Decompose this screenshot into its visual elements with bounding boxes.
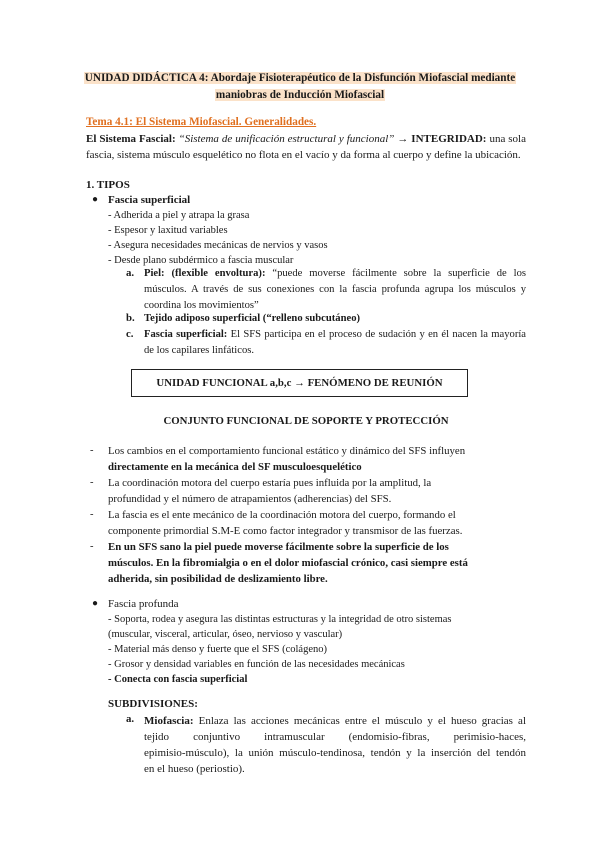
fascia-superficial-heading: Fascia superficial <box>108 194 191 206</box>
list-label: c. <box>126 328 134 340</box>
topic-heading: Tema 4.1: El Sistema Miofascial. Generalidades. <box>86 116 317 128</box>
list-label: a. <box>126 713 135 725</box>
list-item: - Desde plano subdérmico a fascia muscular <box>108 255 294 266</box>
dash-icon: - <box>90 445 94 456</box>
sub-item-bold: Fascia superficial: <box>144 329 228 340</box>
tipos-heading: 1. TIPOS <box>86 179 130 191</box>
list-item: - Soporta, rodea y asegura las distintas estructuras y la integridad de otro sistemas <box>108 614 452 625</box>
list-item: - Adherida a piel y atrapa la grasa <box>108 210 250 221</box>
point-bold: directamente en la mecánica del SF musculoesquelético <box>108 461 362 473</box>
list-item: - Asegura necesidades mecánicas de nervios y vasos <box>108 240 328 251</box>
list-item: - Material más denso y fuerte que el SFS (colágeno) <box>108 644 327 655</box>
intro-quote: “Sistema de unificación estructural y funcional” <box>178 133 395 145</box>
intro-paragraph <box>86 131 526 163</box>
title-line-2: maniobras de Inducción Miofascial <box>215 89 385 101</box>
sub-item-piel <box>144 266 526 314</box>
sub-item-bold: Tejido adiposo superficial (“relleno subcutáneo) <box>144 313 361 324</box>
point-line: La coordinación motora del cuerpo estaría pues influida por la amplitud, la <box>108 477 432 489</box>
point-line: En un SFS sano la piel puede moverse fácilmente sobre la superficie de los <box>108 541 449 553</box>
list-item: - Conecta con fascia superficial <box>108 674 248 685</box>
list-label: a. <box>126 267 135 279</box>
sub-item-text: El SFS participa en el proceso de sudación y en él nacen la mayoría de los capilares linfáticos. <box>144 329 526 356</box>
dash-icon: - <box>90 509 94 520</box>
point-line: Los cambios en el comportamiento funcional estático y dinámico del SFS influyen <box>108 445 466 457</box>
miofascia-item <box>144 713 526 777</box>
point-line: músculos. En la fibromialgia o en el dolor miofascial crónico, casi siempre está <box>108 557 468 569</box>
title-line-1: UNIDAD DIDÁCTICA 4: Abordaje Fisioterapéutico de la Disfunción Miofascial mediante <box>84 72 516 84</box>
intro-lead: El Sistema Fascial: <box>86 133 176 145</box>
miofascia-bold: Miofascia: <box>144 715 194 727</box>
miofascia-line: epimisio-músculo), la unión músculo-tendinosa, tendón y la inserción del tendón <box>144 747 526 759</box>
bullet-icon: ● <box>92 598 99 609</box>
dash-icon: - <box>90 477 94 488</box>
point-line <box>108 459 526 475</box>
sub-item-fascia <box>144 327 526 359</box>
intro-rest: una sola fascia, sistema músculo esquelético no flota en el vacío y da forma al cuerpo y define la ubicación. <box>86 133 526 161</box>
point-line: profundidad y el número de atrapamientos (adherencias) del SFS. <box>108 493 392 505</box>
point-line: adherida, sin posibilidad de deslizamiento libre. <box>108 573 328 585</box>
sub-item-bold: Piel: (flexible envoltura): <box>144 268 266 279</box>
point-line: La fascia es el ente mecánico de la coordinación motora del cuerpo, formando el <box>108 509 456 521</box>
list-item: - Espesor y laxitud variables <box>108 225 228 236</box>
sub-item-tejido <box>144 311 526 327</box>
sub-item-text: “puede moverse fácilmente sobre la superficie de los músculos. A través de sus conexiones con la fascia profunda agrupa los músculos y coordina los movimientos” <box>144 268 526 311</box>
list-item: - Grosor y densidad variables en función de las necesidades mecánicas <box>108 659 405 670</box>
point-line: componente primordial S.M-E como factor integrador y transmisor de las fuerzas. <box>108 525 463 537</box>
miofascia-line: en el hueso (periostio). <box>144 763 245 775</box>
subdivisiones-heading: SUBDIVISIONES: <box>108 698 198 710</box>
unit-title <box>70 70 530 104</box>
list-label: b. <box>126 312 135 324</box>
fascia-profunda-heading: Fascia profunda <box>108 598 179 610</box>
bullet-icon: ● <box>92 194 99 205</box>
list-item: (muscular, visceral, articular, óseo, nervioso y vascular) <box>108 629 343 640</box>
intro-arrow: → INTEGRIDAD: <box>397 133 487 145</box>
miofascia-line: tejido conjuntivo intramuscular (endomisio-fibras, perimisio-haces, <box>144 731 526 743</box>
miofascia-line <box>144 713 526 729</box>
conjunto-heading: CONJUNTO FUNCIONAL DE SOPORTE Y PROTECCIÓN <box>163 415 449 427</box>
unidad-funcional-box: UNIDAD FUNCIONAL a,b,c → FENÓMENO DE REUNIÓN <box>131 369 468 397</box>
dash-icon: - <box>90 541 94 552</box>
miofascia-text: Enlaza las acciones mecánicas entre el músculo y el hueso gracias al <box>198 715 526 727</box>
